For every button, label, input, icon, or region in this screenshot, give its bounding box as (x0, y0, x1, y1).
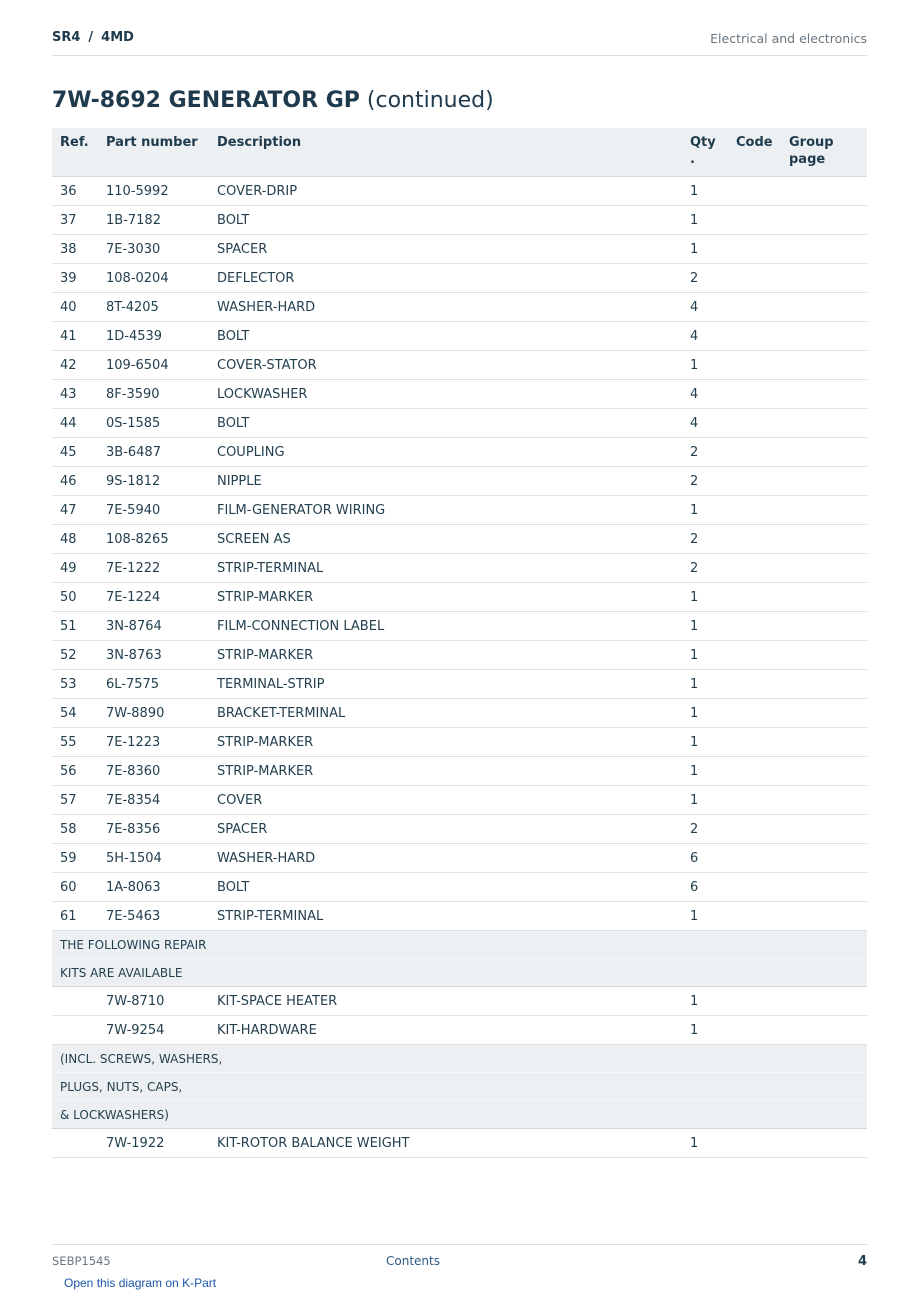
cell-ref: 53 (52, 670, 98, 699)
cell-code (728, 496, 781, 525)
cell-qty: 1 (682, 987, 728, 1016)
table-row (52, 815, 867, 844)
cell-group-page (781, 641, 867, 670)
cell-qty: 1 (682, 757, 728, 786)
cell-code (728, 322, 781, 351)
cell-code (728, 815, 781, 844)
cell-part-number: 7E-5463 (98, 902, 209, 931)
table-row (52, 757, 867, 786)
cell-group-page (781, 844, 867, 873)
cell-code (728, 641, 781, 670)
cell-group-page (781, 987, 867, 1016)
cell-ref: 58 (52, 815, 98, 844)
column-header-part-number: Part number (98, 128, 209, 177)
cell-group-page (781, 525, 867, 554)
cell-group-page (781, 409, 867, 438)
table-row (52, 554, 867, 583)
cell-ref: 40 (52, 293, 98, 322)
table-row (52, 409, 867, 438)
kpart-link[interactable]: Open this diagram on K-Part (64, 1276, 217, 1290)
cell-part-number: 7W-9254 (98, 1016, 209, 1045)
cell-qty: 2 (682, 438, 728, 467)
cell-description: KIT-SPACE HEATER (209, 987, 682, 1016)
cell-qty: 1 (682, 612, 728, 641)
cell-ref: 36 (52, 177, 98, 206)
cell-code (728, 1129, 781, 1158)
cell-description: BOLT (209, 409, 682, 438)
cell-code (728, 786, 781, 815)
cell-group-page (781, 264, 867, 293)
cell-group-page (781, 873, 867, 902)
table-row (52, 844, 867, 873)
cell-code (728, 757, 781, 786)
cell-description: KIT-HARDWARE (209, 1016, 682, 1045)
cell-qty: 2 (682, 815, 728, 844)
cell-qty: 6 (682, 873, 728, 902)
table-header-row (52, 128, 867, 177)
document-id: SEBP1545 (52, 1254, 111, 1268)
cell-part-number: 7E-8356 (98, 815, 209, 844)
cell-ref: 57 (52, 786, 98, 815)
note-row (52, 959, 867, 987)
cell-ref: 37 (52, 206, 98, 235)
breadcrumb-separator: / (88, 30, 94, 45)
cell-group-page (781, 612, 867, 641)
note-row (52, 931, 867, 959)
cell-description: SCREEN AS (209, 525, 682, 554)
cell-ref: 45 (52, 438, 98, 467)
cell-description: LOCKWASHER (209, 380, 682, 409)
table-row (52, 380, 867, 409)
page-title-suffix: (continued) (366, 88, 494, 113)
cell-code (728, 235, 781, 264)
parts-table (52, 128, 867, 1158)
cell-description: FILM-GENERATOR WIRING (209, 496, 682, 525)
cell-ref: 61 (52, 902, 98, 931)
cell-part-number: 7W-8890 (98, 699, 209, 728)
cell-description: STRIP-TERMINAL (209, 902, 682, 931)
table-row (52, 293, 867, 322)
table-row (52, 728, 867, 757)
cell-part-number: 7W-8710 (98, 987, 209, 1016)
cell-part-number: 3N-8764 (98, 612, 209, 641)
cell-qty: 1 (682, 1129, 728, 1158)
table-row (52, 438, 867, 467)
cell-qty: 2 (682, 525, 728, 554)
cell-description: COVER-DRIP (209, 177, 682, 206)
note-row (52, 1101, 867, 1129)
column-header-ref: Ref. (52, 128, 98, 177)
page-header (52, 28, 867, 56)
cell-part-number: 7E-1223 (98, 728, 209, 757)
table-row (52, 583, 867, 612)
cell-ref: 50 (52, 583, 98, 612)
table-row (52, 612, 867, 641)
cell-group-page (781, 496, 867, 525)
cell-ref: 55 (52, 728, 98, 757)
cell-qty: 1 (682, 670, 728, 699)
cell-description: DEFLECTOR (209, 264, 682, 293)
breadcrumb-engine: 4MD (101, 30, 134, 45)
cell-qty: 1 (682, 902, 728, 931)
cell-description: BOLT (209, 873, 682, 902)
cell-group-page (781, 757, 867, 786)
cell-part-number: 7E-1222 (98, 554, 209, 583)
cell-part-number: 108-8265 (98, 525, 209, 554)
table-row (52, 235, 867, 264)
table-row (52, 670, 867, 699)
cell-code (728, 844, 781, 873)
cell-qty: 1 (682, 699, 728, 728)
note-text: & LOCKWASHERS) (52, 1101, 867, 1129)
cell-part-number: 8F-3590 (98, 380, 209, 409)
section-label: Electrical and electronics (710, 31, 867, 46)
cell-code (728, 873, 781, 902)
cell-group-page (781, 1129, 867, 1158)
cell-group-page (781, 699, 867, 728)
note-text: PLUGS, NUTS, CAPS, (52, 1073, 867, 1101)
cell-part-number: 1B-7182 (98, 206, 209, 235)
cell-qty: 1 (682, 728, 728, 757)
cell-qty: 4 (682, 409, 728, 438)
cell-ref: 43 (52, 380, 98, 409)
cell-part-number: 7E-8354 (98, 786, 209, 815)
table-row (52, 467, 867, 496)
cell-part-number: 0S-1585 (98, 409, 209, 438)
cell-group-page (781, 786, 867, 815)
cell-description: BOLT (209, 206, 682, 235)
cell-description: STRIP-MARKER (209, 641, 682, 670)
cell-qty: 1 (682, 641, 728, 670)
cell-code (728, 380, 781, 409)
cell-code (728, 699, 781, 728)
cell-qty: 4 (682, 293, 728, 322)
page-number: 4 (857, 1254, 867, 1269)
cell-code (728, 728, 781, 757)
cell-qty: 1 (682, 235, 728, 264)
cell-qty: 1 (682, 786, 728, 815)
cell-qty: 2 (682, 467, 728, 496)
breadcrumb-model: SR4 (52, 30, 81, 45)
cell-description: BOLT (209, 322, 682, 351)
note-row (52, 1073, 867, 1101)
cell-group-page (781, 815, 867, 844)
parts-table-body (52, 177, 867, 1158)
cell-group-page (781, 322, 867, 351)
cell-code (728, 1016, 781, 1045)
cell-group-page (781, 293, 867, 322)
cell-part-number: 3N-8763 (98, 641, 209, 670)
cell-part-number: 7E-1224 (98, 583, 209, 612)
contents-link[interactable]: Contents (386, 1254, 440, 1268)
cell-qty: 2 (682, 264, 728, 293)
cell-group-page (781, 235, 867, 264)
cell-part-number: 108-0204 (98, 264, 209, 293)
breadcrumb (52, 30, 134, 45)
cell-part-number: 8T-4205 (98, 293, 209, 322)
table-row (52, 987, 867, 1016)
cell-group-page (781, 177, 867, 206)
table-row (52, 1129, 867, 1158)
table-row (52, 641, 867, 670)
cell-code (728, 902, 781, 931)
cell-ref (52, 987, 98, 1016)
cell-code (728, 206, 781, 235)
table-row (52, 206, 867, 235)
table-row (52, 322, 867, 351)
cell-ref (52, 1129, 98, 1158)
cell-group-page (781, 380, 867, 409)
table-row (52, 496, 867, 525)
cell-part-number: 3B-6487 (98, 438, 209, 467)
cell-ref: 59 (52, 844, 98, 873)
cell-code (728, 670, 781, 699)
cell-qty: 1 (682, 496, 728, 525)
cell-ref: 60 (52, 873, 98, 902)
cell-description: FILM-CONNECTION LABEL (209, 612, 682, 641)
cell-part-number: 7W-1922 (98, 1129, 209, 1158)
cell-part-number: 1A-8063 (98, 873, 209, 902)
page-title (52, 88, 494, 113)
cell-ref: 51 (52, 612, 98, 641)
cell-description: STRIP-MARKER (209, 757, 682, 786)
column-header-description: Description (209, 128, 682, 177)
cell-ref: 38 (52, 235, 98, 264)
cell-group-page (781, 670, 867, 699)
cell-group-page (781, 206, 867, 235)
cell-qty: 4 (682, 322, 728, 351)
cell-code (728, 293, 781, 322)
cell-description: COVER (209, 786, 682, 815)
cell-qty: 1 (682, 177, 728, 206)
cell-part-number: 5H-1504 (98, 844, 209, 873)
table-row (52, 699, 867, 728)
page-footer (52, 1244, 867, 1275)
cell-ref: 52 (52, 641, 98, 670)
note-text: KITS ARE AVAILABLE (52, 959, 867, 987)
cell-group-page (781, 554, 867, 583)
cell-qty: 1 (682, 583, 728, 612)
cell-code (728, 409, 781, 438)
cell-part-number: 109-6504 (98, 351, 209, 380)
column-header-qty: Qty . (682, 128, 728, 177)
cell-code (728, 177, 781, 206)
cell-code (728, 583, 781, 612)
cell-description: WASHER-HARD (209, 293, 682, 322)
cell-ref: 47 (52, 496, 98, 525)
cell-group-page (781, 351, 867, 380)
cell-group-page (781, 1016, 867, 1045)
cell-code (728, 525, 781, 554)
table-row (52, 525, 867, 554)
cell-ref: 39 (52, 264, 98, 293)
cell-qty: 4 (682, 380, 728, 409)
cell-ref: 56 (52, 757, 98, 786)
table-row (52, 786, 867, 815)
cell-qty: 6 (682, 844, 728, 873)
cell-group-page (781, 728, 867, 757)
cell-qty: 1 (682, 351, 728, 380)
cell-description: STRIP-MARKER (209, 728, 682, 757)
table-row (52, 902, 867, 931)
cell-code (728, 554, 781, 583)
cell-description: COUPLING (209, 438, 682, 467)
cell-description: STRIP-TERMINAL (209, 554, 682, 583)
cell-qty: 2 (682, 554, 728, 583)
table-row (52, 1016, 867, 1045)
cell-group-page (781, 583, 867, 612)
cell-part-number: 7E-8360 (98, 757, 209, 786)
cell-part-number: 7E-5940 (98, 496, 209, 525)
cell-ref: 48 (52, 525, 98, 554)
cell-code (728, 612, 781, 641)
cell-qty: 1 (682, 1016, 728, 1045)
cell-group-page (781, 467, 867, 496)
cell-ref: 42 (52, 351, 98, 380)
cell-code (728, 351, 781, 380)
cell-description: NIPPLE (209, 467, 682, 496)
table-row (52, 177, 867, 206)
cell-description: STRIP-MARKER (209, 583, 682, 612)
table-row (52, 264, 867, 293)
cell-description: SPACER (209, 235, 682, 264)
column-header-group-page: Group page (781, 128, 867, 177)
cell-ref: 46 (52, 467, 98, 496)
cell-part-number: 110-5992 (98, 177, 209, 206)
note-row (52, 1045, 867, 1073)
cell-part-number: 6L-7575 (98, 670, 209, 699)
note-text: THE FOLLOWING REPAIR (52, 931, 867, 959)
cell-description: KIT-ROTOR BALANCE WEIGHT (209, 1129, 682, 1158)
cell-description: BRACKET-TERMINAL (209, 699, 682, 728)
cell-qty: 1 (682, 206, 728, 235)
cell-group-page (781, 902, 867, 931)
cell-description: WASHER-HARD (209, 844, 682, 873)
cell-ref: 54 (52, 699, 98, 728)
table-row (52, 351, 867, 380)
cell-description: TERMINAL-STRIP (209, 670, 682, 699)
cell-code (728, 467, 781, 496)
column-header-code: Code (728, 128, 781, 177)
cell-description: SPACER (209, 815, 682, 844)
cell-group-page (781, 438, 867, 467)
cell-part-number: 1D-4539 (98, 322, 209, 351)
cell-code (728, 987, 781, 1016)
cell-code (728, 438, 781, 467)
cell-ref: 49 (52, 554, 98, 583)
page-title-main: 7W-8692 GENERATOR GP (52, 88, 360, 113)
cell-part-number: 7E-3030 (98, 235, 209, 264)
cell-code (728, 264, 781, 293)
cell-ref: 41 (52, 322, 98, 351)
note-text: (INCL. SCREWS, WASHERS, (52, 1045, 867, 1073)
cell-ref: 44 (52, 409, 98, 438)
cell-description: COVER-STATOR (209, 351, 682, 380)
cell-ref (52, 1016, 98, 1045)
cell-part-number: 9S-1812 (98, 467, 209, 496)
table-row (52, 873, 867, 902)
